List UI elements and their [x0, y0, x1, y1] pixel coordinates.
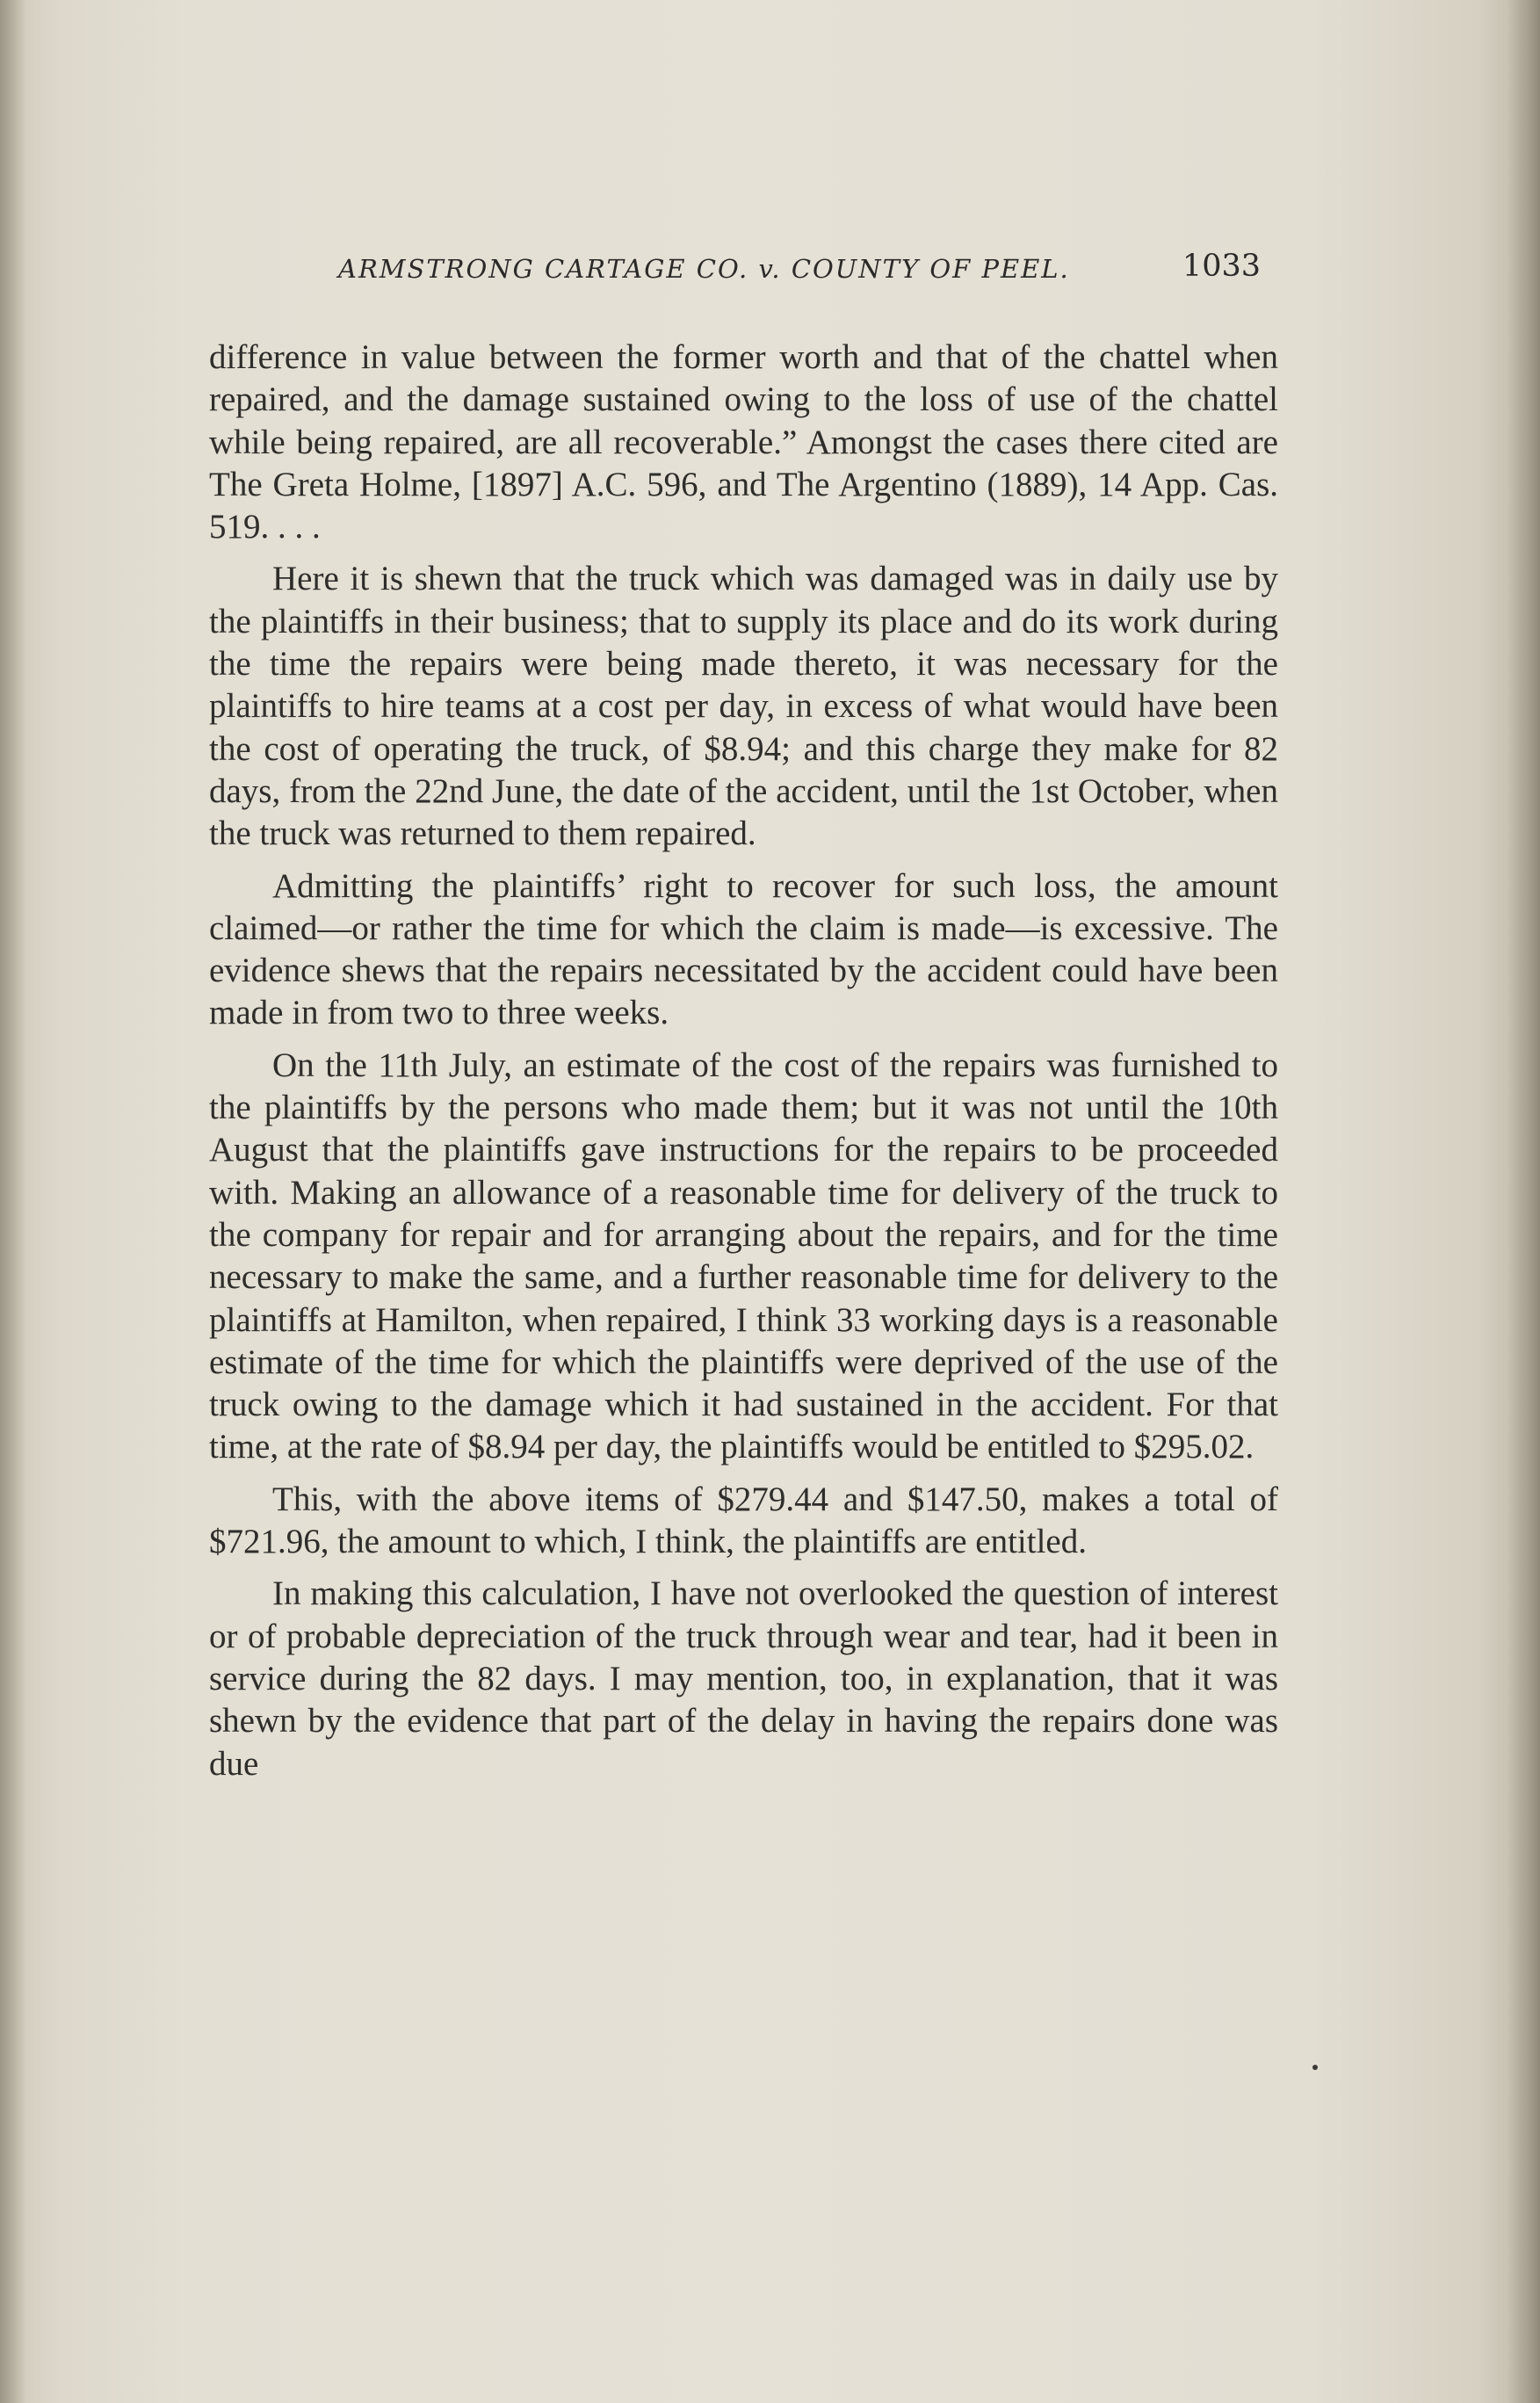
page-edge	[1508, 0, 1540, 2403]
paragraph: This, with the above items of $279.44 and $147.50, makes a total of $721.96, the amount to which, I think, the plaintiffs are entitled.	[209, 1480, 1278, 1561]
page-number: 1033	[1182, 249, 1261, 284]
paragraph: In making this calculation, I have not overlooked the question of interest or of probable depreciation of the truck through wear and tear, had it been in service during the 82 days. I may mention, too, in explanation, that it was shewn by the evidence that part of the delay in having the repairs done was due	[209, 1574, 1278, 1783]
binding-shadow	[0, 0, 26, 2403]
page-header	[338, 249, 1261, 293]
ink-dot	[1312, 2065, 1318, 2070]
paragraph-continued: difference in value between the former worth and that of the chattel when repaired, and the damage sustained owing to the loss of use of the chattel while being repaired, are all recoverable.” Amongst the cases there cited are The Greta Holme, [1897] A.C. 596, and The Argentino (1889), 14 App. Cas. 519. . . .	[209, 338, 1278, 546]
running-head: ARMSTRONG CARTAGE CO. v. COUNTY OF PEEL.	[338, 254, 1070, 284]
body-text	[209, 337, 1278, 1785]
paragraph: Admitting the plaintiffs’ right to recover for such loss, the amount claimed—or rather the time for which the claim is made—is excessive. The evidence shews that the repairs necessitated by the accident could have been made in from two to three weeks.	[209, 866, 1278, 1032]
paragraph: On the 11th July, an estimate of the cost of the repairs was furnished to the plaintiffs by the persons who made them; but it was not until the 10th August that the plaintiffs gave instructions for the repairs to be proceeded with. Making an allowance of a reasonable time for delivery of the truck to the company for repair and for arranging about the repairs, and for the time necessary to make the same, and a further reasonable time for delivery to the plaintiffs at Hamilton, when repaired, I think 33 working days is a reasonable estimate of the time for which the plaintiffs were deprived of the use of the truck owing to the damage which it had sustained in the accident. For that time, at the rate of $8.94 per day, the plaintiffs would be entitled to $295.02.	[209, 1046, 1278, 1466]
paragraph: Here it is shewn that the truck which was damaged was in daily use by the plaintiffs in their business; that to supply its place and do its work during the time the repairs were being made thereto, it was necessary for the plaintiffs to hire teams at a cost per day, in excess of what would have been the cost of operating the truck, of $8.94; and this charge they make for 82 days, from the 22nd June, the date of the accident, until the 1st October, when the truck was returned to them repaired.	[209, 560, 1278, 853]
